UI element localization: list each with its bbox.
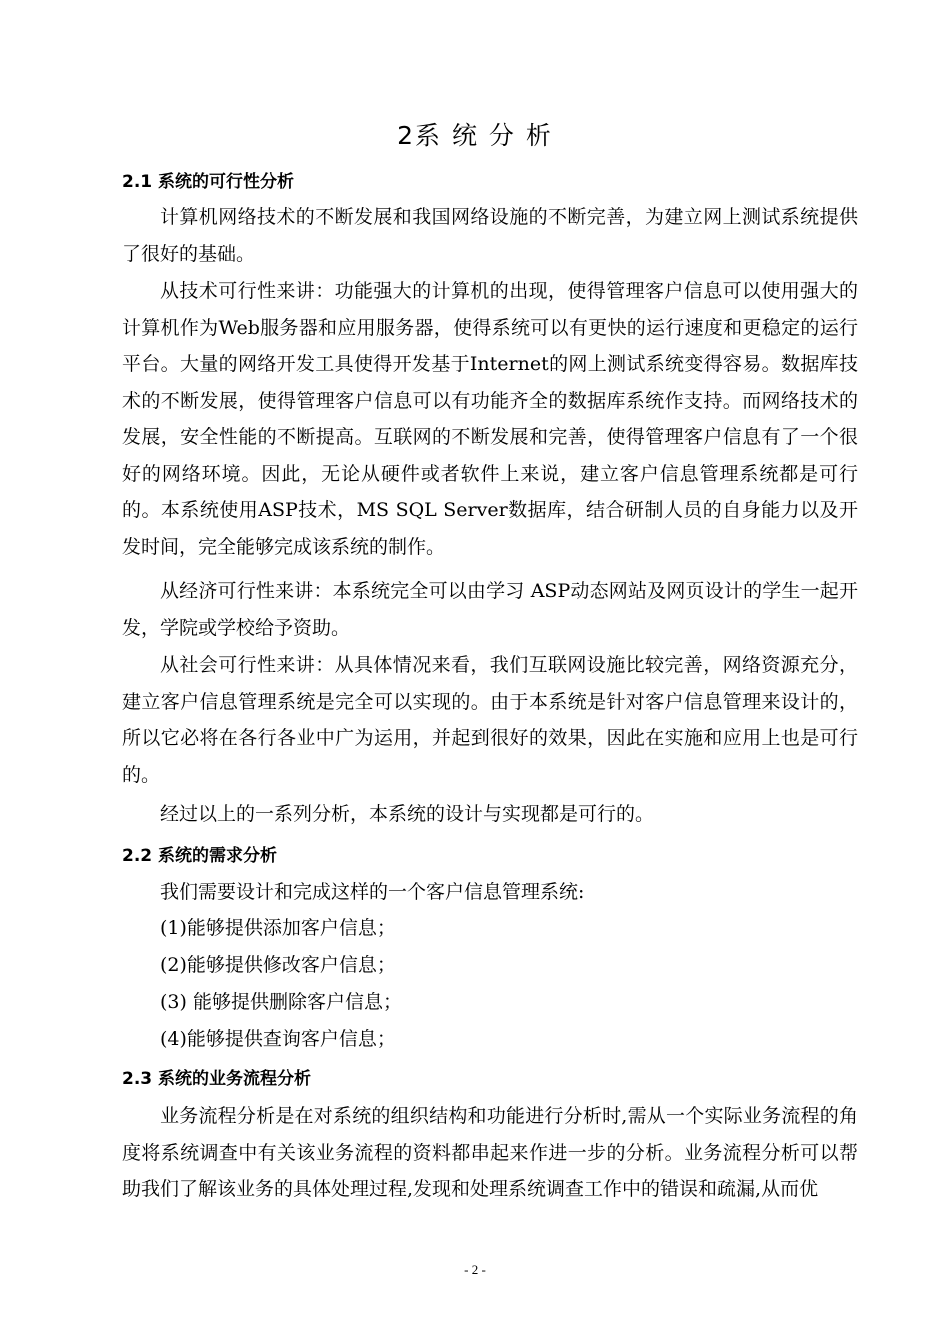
paragraph: 计算机网络技术的不断发展和我国网络设施的不断完善，为建立网上测试系统提供了很好的基础。 [122,206,858,265]
list-item: (3) 能够提供删除客户信息； [160,991,402,1013]
paragraph: 从技术可行性来讲：功能强大的计算机的出现，使得管理客户信息可以使用强大的计算机作为Web服务器和应用服务器，使得系统可以有更快的运行速度和更稳定的运行平台。大量的网络开发工具使得开发基于Internet的网上测试系统变得容易。数据库技术的不断发展，使得管理客户信息可以有功能齐全的数据库系统作支持。而网络技术的发展，安全性能的不断提高。互联网的不断发展和完善，使得管理客户信息有了一个很好的网络环境。因此，无论从硬件或者软件上来说，建立客户信息管理系统都是可行的。本系统使用ASP技术，MS SQL Server数据库，结合研制人员的自身能力以及开发时间，完全能够完成该系统的制作。 [122,280,858,558]
list-item: (2)能够提供修改客户信息； [160,954,396,976]
list-item: (4)能够提供查询客户信息； [160,1028,396,1050]
list-intro: 我们需要设计和完成这样的一个客户信息管理系统: [160,881,585,903]
paragraph: 从经济可行性来讲：本系统完全可以由学习 ASP动态网站及网页设计的学生一起开发，学院或学校给予资助。 [122,580,858,639]
paragraph: 经过以上的一系列分析，本系统的设计与实现都是可行的。 [160,803,655,825]
chapter-title: 2系 统 分 析 [397,121,553,150]
list-item: (1)能够提供添加客户信息； [160,917,396,939]
paragraph: 从社会可行性来讲：从具体情况来看，我们互联网设施比较完善，网络资源充分，建立客户信息管理系统是完全可以实现的。由于本系统是针对客户信息管理来设计的，所以它必将在各行各业中广为运用，并起到很好的效果，因此在实施和应用上也是可行的。 [122,654,858,786]
page-number: - 2 - [464,1262,486,1277]
paragraph: 业务流程分析是在对系统的组织结构和功能进行分析时,需从一个实际业务流程的角度将系统调查中有关该业务流程的资料都串起来作进一步的分析。业务流程分析可以帮助我们了解该业务的具体处理过程,发现和处理系统调查工作中的错误和疏漏,从而优 [122,1105,858,1200]
section-heading-2-2: 2.2 系统的需求分析 [122,846,278,866]
section-heading-2-3: 2.3 系统的业务流程分析 [122,1069,312,1089]
section-heading-2-1: 2.1 系统的可行性分析 [122,172,295,192]
